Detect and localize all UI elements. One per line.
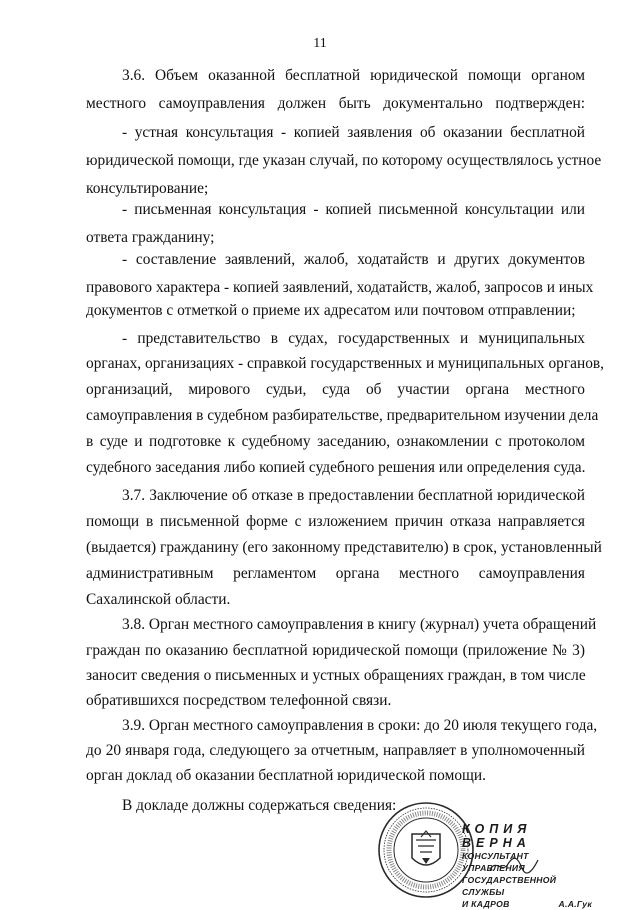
paragraph-3-7-line: 3.7. Заключение об отказе в предоставлении бесплатной юридической [122, 487, 585, 504]
paragraph-3-9-line: 3.9. Орган местного самоуправления в сроки: до 20 июля текущего года, [122, 717, 598, 734]
paragraph-3-7-line: Сахалинской области. [86, 591, 231, 608]
certifier-department: ГОСУДАРСТВЕННОЙ СЛУЖБЫ [462, 875, 557, 897]
list-item-drafting-documents-line: документов с отметкой о приеме их адресатом или почтовом отправлении; [86, 302, 576, 319]
paragraph-3-8-line: 3.8. Орган местного самоуправления в книгу (журнал) учета обращений [122, 616, 597, 633]
list-item-oral-consultation-line: юридической помощи, где указан случай, по которому осуществлялось устное [86, 152, 602, 169]
paragraph-3-6-line: 3.6. Объем оказанной бесплатной юридической помощи органом [122, 67, 585, 84]
report-contents-intro: В докладе должны содержаться сведения: [122, 797, 397, 814]
list-item-representation-line: организаций, мирового судьи, суда об участии органа местного [86, 381, 585, 398]
list-item-representation-line: самоуправления в судебном разбирательстве, предварительном изучении дела [86, 407, 599, 424]
list-item-representation-line: - представительство в судах, государственных и муниципальных [122, 330, 585, 347]
paragraph-3-7-line: помощи в письменной форме с изложением причин отказа направляется [86, 513, 585, 530]
list-item-drafting-documents-line: - составление заявлений, жалоб, ходатайств и других документов [122, 251, 585, 268]
paragraph-3-9-line: до 20 января года, следующего за отчетным, направляет в уполномоченный [86, 742, 585, 759]
list-item-representation-line: судебного заседания либо копией судебного решения или определения суда. [86, 459, 586, 476]
list-item-drafting-documents-line: правового характера - копией заявлений, ходатайств, жалоб, запросов и иных [86, 279, 594, 296]
paragraph-3-7-line: (выдается) гражданину (его законному представителю) в срок, установленный [86, 539, 602, 556]
paragraph-3-9-line: орган доклад об оказании бесплатной юридической помощи. [86, 767, 486, 784]
list-item-representation-line: в суде и подготовке к судебному заседанию, ознакомлении с протоколом [86, 433, 585, 450]
paragraph-3-8-line: обратившихся посредством телефонной связи. [86, 692, 392, 709]
paragraph-3-7-line: административным регламентом органа местного самоуправления [86, 565, 585, 582]
list-item-written-consultation-line: - письменная консультация - копией письменной консультации или [122, 201, 585, 218]
paragraph-3-8-line: заносит сведения о письменных и устных обращениях граждан, в том числе [86, 667, 586, 684]
list-item-oral-consultation-line: консультирование; [86, 180, 209, 197]
list-item-oral-consultation-line: - устная консультация - копией заявления об оказании бесплатной [122, 124, 585, 141]
round-seal-stamp [376, 800, 476, 900]
handwritten-signature [488, 854, 540, 876]
certifier-name-row [462, 898, 592, 910]
list-item-written-consultation-line: ответа гражданину; [86, 229, 215, 246]
certifier-department-end: И КАДРОВ [462, 899, 510, 909]
certifier-position: КОНСУЛЬТАНТ УПРАВЛЕНИЯ [462, 851, 529, 873]
page-number: 11 [313, 36, 327, 51]
certified-copy-label: КОПИЯ ВЕРНА [462, 822, 532, 850]
paragraph-3-6-line: местного самоуправления должен быть документально подтвержден: [86, 95, 585, 112]
list-item-representation-line: органах, организациях - справкой государственных и муниципальных органов, [86, 355, 605, 372]
paragraph-3-8-line: граждан по оказанию бесплатной юридической помощи (приложение № 3) [86, 642, 585, 659]
certifier-name: А.А.Гук [558, 899, 592, 909]
